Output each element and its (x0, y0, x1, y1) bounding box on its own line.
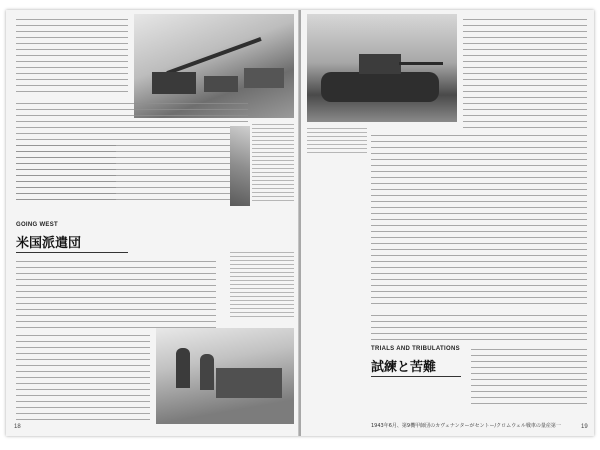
truck-silhouette (204, 76, 238, 92)
left-page (6, 10, 299, 436)
section-heading-jp: 米国派遣団 (16, 236, 82, 251)
photo-tank (307, 14, 457, 122)
section-rule (16, 252, 128, 253)
tank-turret (359, 54, 401, 74)
right-page (301, 10, 594, 436)
tank-hull (321, 72, 439, 102)
left-lower-caption (230, 250, 294, 320)
book-spread (6, 10, 594, 436)
left-text-column-3 (16, 332, 150, 422)
photo-sidebar-top (230, 126, 250, 206)
gun-body (152, 72, 196, 94)
left-side-caption (252, 122, 294, 202)
soldier-figure (176, 348, 190, 388)
right-photo-caption (307, 126, 367, 154)
tank-gun (399, 62, 443, 65)
footer-caption: 1943年6月、第9機甲師団のカヴェナンターがセントー/クロムウェル戦車の量産第一 (371, 423, 561, 429)
section-rule (371, 376, 461, 377)
left-text-column-1 (16, 16, 128, 96)
right-text-lower (371, 312, 587, 342)
section-heading-en: GOING WEST (16, 222, 58, 228)
left-text-column-2 (16, 258, 216, 328)
page-number-left: 18 (14, 424, 21, 430)
page-number-right: 19 (581, 424, 588, 430)
soldier-figure (200, 354, 214, 390)
photo-soldiers (156, 328, 294, 424)
right-text-body (371, 132, 587, 308)
section-heading-en: TRIALS AND TRIBULATIONS (371, 346, 460, 352)
left-text-continued (16, 142, 116, 202)
tank-silhouette (244, 68, 284, 88)
right-text-column-1 (463, 16, 587, 128)
gun-carriage (216, 368, 282, 398)
section-heading-jp: 試練と苦難 (371, 360, 437, 375)
right-text-after-heading (471, 346, 587, 406)
